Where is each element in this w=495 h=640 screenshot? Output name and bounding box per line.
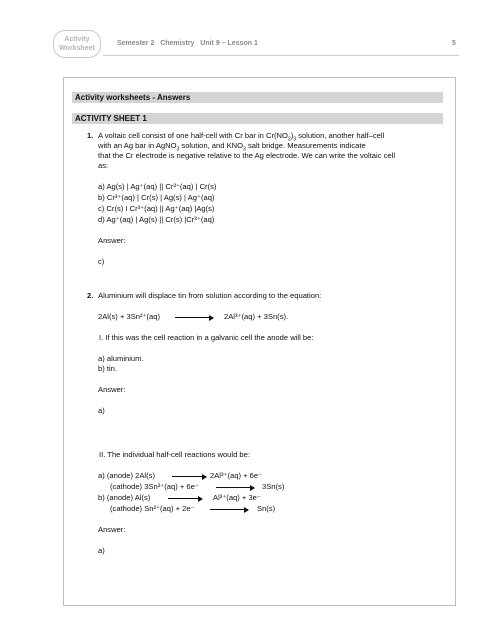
q2-answer-2: a) [98, 546, 105, 555]
reaction-arrow-icon [210, 509, 248, 510]
half-reaction-a-cathode-left: (cathode) 3Sn²⁺(aq) + 6e⁻ [110, 482, 199, 491]
reaction-arrow-icon [175, 317, 213, 318]
q1-stem-line-3: that the Cr electrode is negative relative to the Ag electrode. We can write the voltaic cell [98, 151, 396, 160]
q2-part2-question: II. The individual half-cell reactions would be: [99, 450, 250, 459]
half-reaction-b-anode-left: b) (anode) Al(s) [98, 493, 151, 502]
q1-number: 1. [87, 131, 94, 140]
reaction-arrow-icon [168, 498, 202, 499]
q1-stem-line-1: A voltaic cell consist of one half-cell with Cr bar in $Cr(NO_3)_3$ solution, another half–cell [98, 131, 385, 143]
half-reaction-b-cathode-left: (cathode) Sn²⁺(aq) + 2e⁻ [110, 504, 195, 513]
q1-answer: c) [98, 257, 105, 266]
q2-equation-left: 2Al(s) + 3Sn²⁺(aq) [98, 312, 161, 321]
section-title: Activity worksheets - Answers [72, 92, 443, 103]
q1-answer-label: Answer: [98, 236, 126, 245]
breadcrumb: Semester 2 Chemistry Unit 9 – Lesson 1 [117, 40, 258, 47]
q2-answer-label-2: Answer: [98, 525, 126, 534]
half-reaction-a-anode-right: 2Al³⁺(aq) + 6e⁻ [210, 471, 263, 480]
reaction-arrow-icon [216, 487, 254, 488]
q2-stem: Aluminium will displace tin from solution according to the equation: [98, 291, 322, 300]
q2-number: 2. [87, 291, 94, 300]
half-reaction-a-anode-left: a) (anode) 2Al(s) [98, 471, 155, 480]
activity-worksheet-badge [53, 30, 101, 58]
reaction-arrow-icon [172, 476, 206, 477]
q1-option-b: b) Cr³⁺(aq) | Cr(s) | Ag(s) | Ag⁺(aq) [98, 193, 215, 202]
half-reaction-a-cathode-right: 3Sn(s) [262, 482, 285, 491]
q2-answer-1: a) [98, 406, 105, 415]
q1-stem-line-4: as: [98, 161, 109, 170]
q2-part1-option-b: b) tin. [98, 364, 117, 373]
page-number: 5 [452, 40, 456, 47]
q2-part1-question: I. If this was the cell reaction in a galvanic cell the anode will be: [99, 333, 314, 342]
activity-title: ACTIVITY SHEET 1 [72, 113, 443, 124]
q1-option-d: d) Ag⁺(aq) | Ag(s) || Cr(s) |Cr³⁺(aq) [98, 215, 215, 224]
q2-part1-option-a: a) aluminium. [98, 354, 144, 363]
half-reaction-b-cathode-right: Sn(s) [257, 504, 276, 513]
badge-line-1: Activity [64, 36, 90, 43]
badge-line-2: Worksheet [59, 45, 95, 52]
q1-option-a: a) Ag(s) | Ag⁺(aq) || Cr³⁺(aq) | Cr(s) [98, 182, 217, 191]
q2-answer-label-1: Answer: [98, 385, 126, 394]
header-divider [103, 55, 459, 56]
q2-equation-right: 2Al³⁺(aq) + 3Sn(s). [224, 312, 289, 321]
q1-option-c: c) Cr(s) I Cr³⁺(aq) || Ag⁺(aq) |Ag(s) [98, 204, 215, 213]
q1-stem-line-2: with an Ag bar in AgNO$_3$ solution, and $KNO_3$ salt bridge. Measurements indicate [98, 141, 366, 153]
half-reaction-b-anode-right: Al³⁺(aq) + 3e⁻ [213, 493, 261, 502]
